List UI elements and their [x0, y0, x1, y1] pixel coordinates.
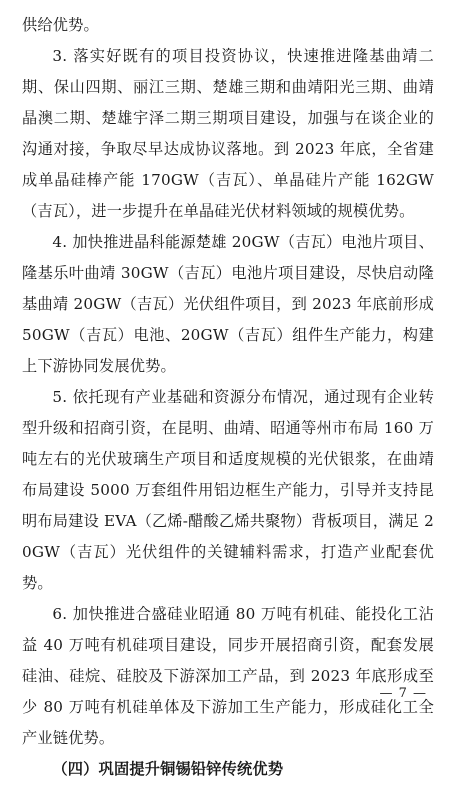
page-number: — 7 — — [379, 686, 427, 701]
paragraph-item-6: 6. 加快推进合盛硅业昭通 80 万吨有机硅、能投化工沾益 40 万吨有机硅项目建设，同步开展招商引资，配套发展硅油、硅烷、硅胶及下游深加工产品，到 2023 年底形成至少 80 万吨有机硅单体及下游加工生产能力，形成硅化工全产业链优势。 — [22, 605, 434, 747]
paragraph-item-3: 3. 落实好既有的项目投资协议，快速推进隆基曲靖二期、保山四期、丽江三期、楚雄三期和曲靖阳光三期、曲靖晶澳二期、楚雄宇泽二期三期项目建设，加强与在谈企业的沟通对接，争取尽早达成协议落地。到 2023 年底，全省建成单晶硅棒产能 170GW（吉瓦）、单晶硅片产能 162GW（吉瓦），进一步提升在单晶硅光伏材料领域的规模优势。 — [22, 47, 434, 220]
body-text — [22, 10, 434, 785]
paragraph-item-5: 5. 依托现有产业基础和资源分布情况，通过现有企业转型升级和招商引资，在昆明、曲靖、昭通等州市布局 160 万吨左右的光伏玻璃生产项目和适度规模的光伏银浆，在曲靖布局建设 5000 万套组件用铝边框生产能力，引导并支持昆明布局建设 EVA（乙烯-醋酸乙烯共聚物）背板项目，满足 20GW（吉瓦）光伏组件的关键辅料需求，打造产业配套优势。 — [22, 388, 434, 592]
paragraph-continuation: 供给优势。 — [22, 16, 99, 34]
section-heading: （四）巩固提升铜锡铅锌传统优势 — [52, 760, 284, 778]
paragraph-item-4: 4. 加快推进晶科能源楚雄 20GW（吉瓦）电池片项目、隆基乐叶曲靖 30GW（吉瓦）电池片项目建设，尽快启动隆基曲靖 20GW（吉瓦）光伏组件项目，到 2023 年底前形成 50GW（吉瓦）电池、20GW（吉瓦）组件生产能力，构建上下游协同发展优势。 — [22, 233, 434, 375]
